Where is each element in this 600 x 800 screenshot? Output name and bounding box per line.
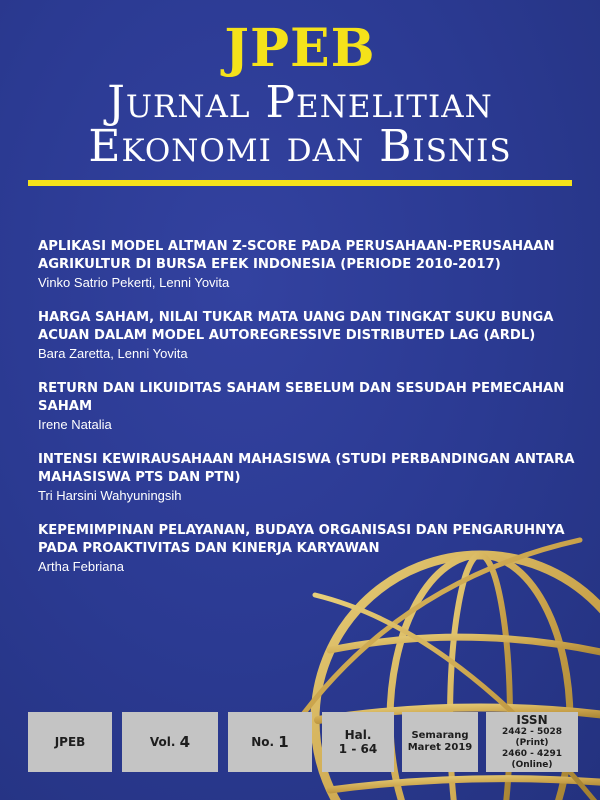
cover-footer (0, 712, 600, 800)
article-title: INTENSI KEWIRAUSAHAAN MAHASISWA (STUDI PERBANDINGAN ANTARA MAHASISWA PTS DAN PTN) (38, 452, 575, 485)
article-authors: Artha Febriana (38, 559, 124, 574)
article-item (38, 380, 578, 433)
footer-issn-print: 2442 - 5028 (Print) (501, 727, 563, 748)
footer-journal: JPEB (54, 735, 86, 749)
footer-date-box (402, 712, 478, 772)
footer-volume-label: Vol. (149, 735, 176, 749)
footer-issn-online: 2460 - 4291 (Online) (501, 749, 563, 770)
journal-name-line2: Ekonomi dan Bisnis (88, 121, 512, 172)
footer-pages: 1 - 64 (338, 742, 378, 756)
article-authors: Tri Harsini Wahyuningsih (38, 488, 182, 503)
footer-number-box (228, 712, 312, 772)
article-title: HARGA SAHAM, NILAI TUKAR MATA UANG DAN TINGKAT SUKU BUNGA ACUAN DALAM MODEL AUTOREGRESSIVE DISTRIBUTED LAG (ARDL) (38, 310, 554, 343)
footer-volume: 4 (179, 733, 191, 751)
footer-journal-box (28, 712, 112, 772)
footer-city: Semarang (411, 730, 469, 741)
journal-abbreviation: JPEB (224, 18, 376, 79)
footer-number: 1 (278, 733, 289, 751)
title-underline (28, 180, 572, 186)
article-item (38, 238, 578, 291)
footer-date: Maret 2019 (407, 742, 473, 753)
footer-issn-label: ISSN (516, 713, 548, 727)
footer-issn-box (486, 712, 578, 772)
footer-pages-label: Hal. (344, 728, 372, 742)
article-title: APLIKASI MODEL ALTMAN Z-SCORE PADA PERUSAHAAN-PERUSAHAAN AGRIKULTUR DI BURSA EFEK INDONESIA (PERIODE 2010-2017) (38, 239, 555, 272)
footer-volume-box (122, 712, 218, 772)
article-authors: Vinko Satrio Pekerti, Lenni Yovita (38, 275, 230, 290)
journal-name-line1: Jurnal Penelitian (107, 77, 493, 128)
article-item (38, 309, 578, 362)
article-authors: Irene Natalia (38, 417, 112, 432)
article-title: KEPEMIMPINAN PELAYANAN, BUDAYA ORGANISASI DAN PENGARUHNYA PADA PROAKTIVITAS DAN KINERJA KARYAWAN (38, 523, 565, 556)
article-item (38, 522, 578, 575)
article-list (38, 238, 578, 593)
footer-pages-box (322, 712, 394, 772)
article-item (38, 451, 578, 504)
footer-number-label: No. (251, 735, 275, 749)
article-authors: Bara Zaretta, Lenni Yovita (38, 346, 188, 361)
article-title: RETURN DAN LIKUIDITAS SAHAM SEBELUM DAN SESUDAH PEMECAHAN SAHAM (38, 381, 565, 414)
